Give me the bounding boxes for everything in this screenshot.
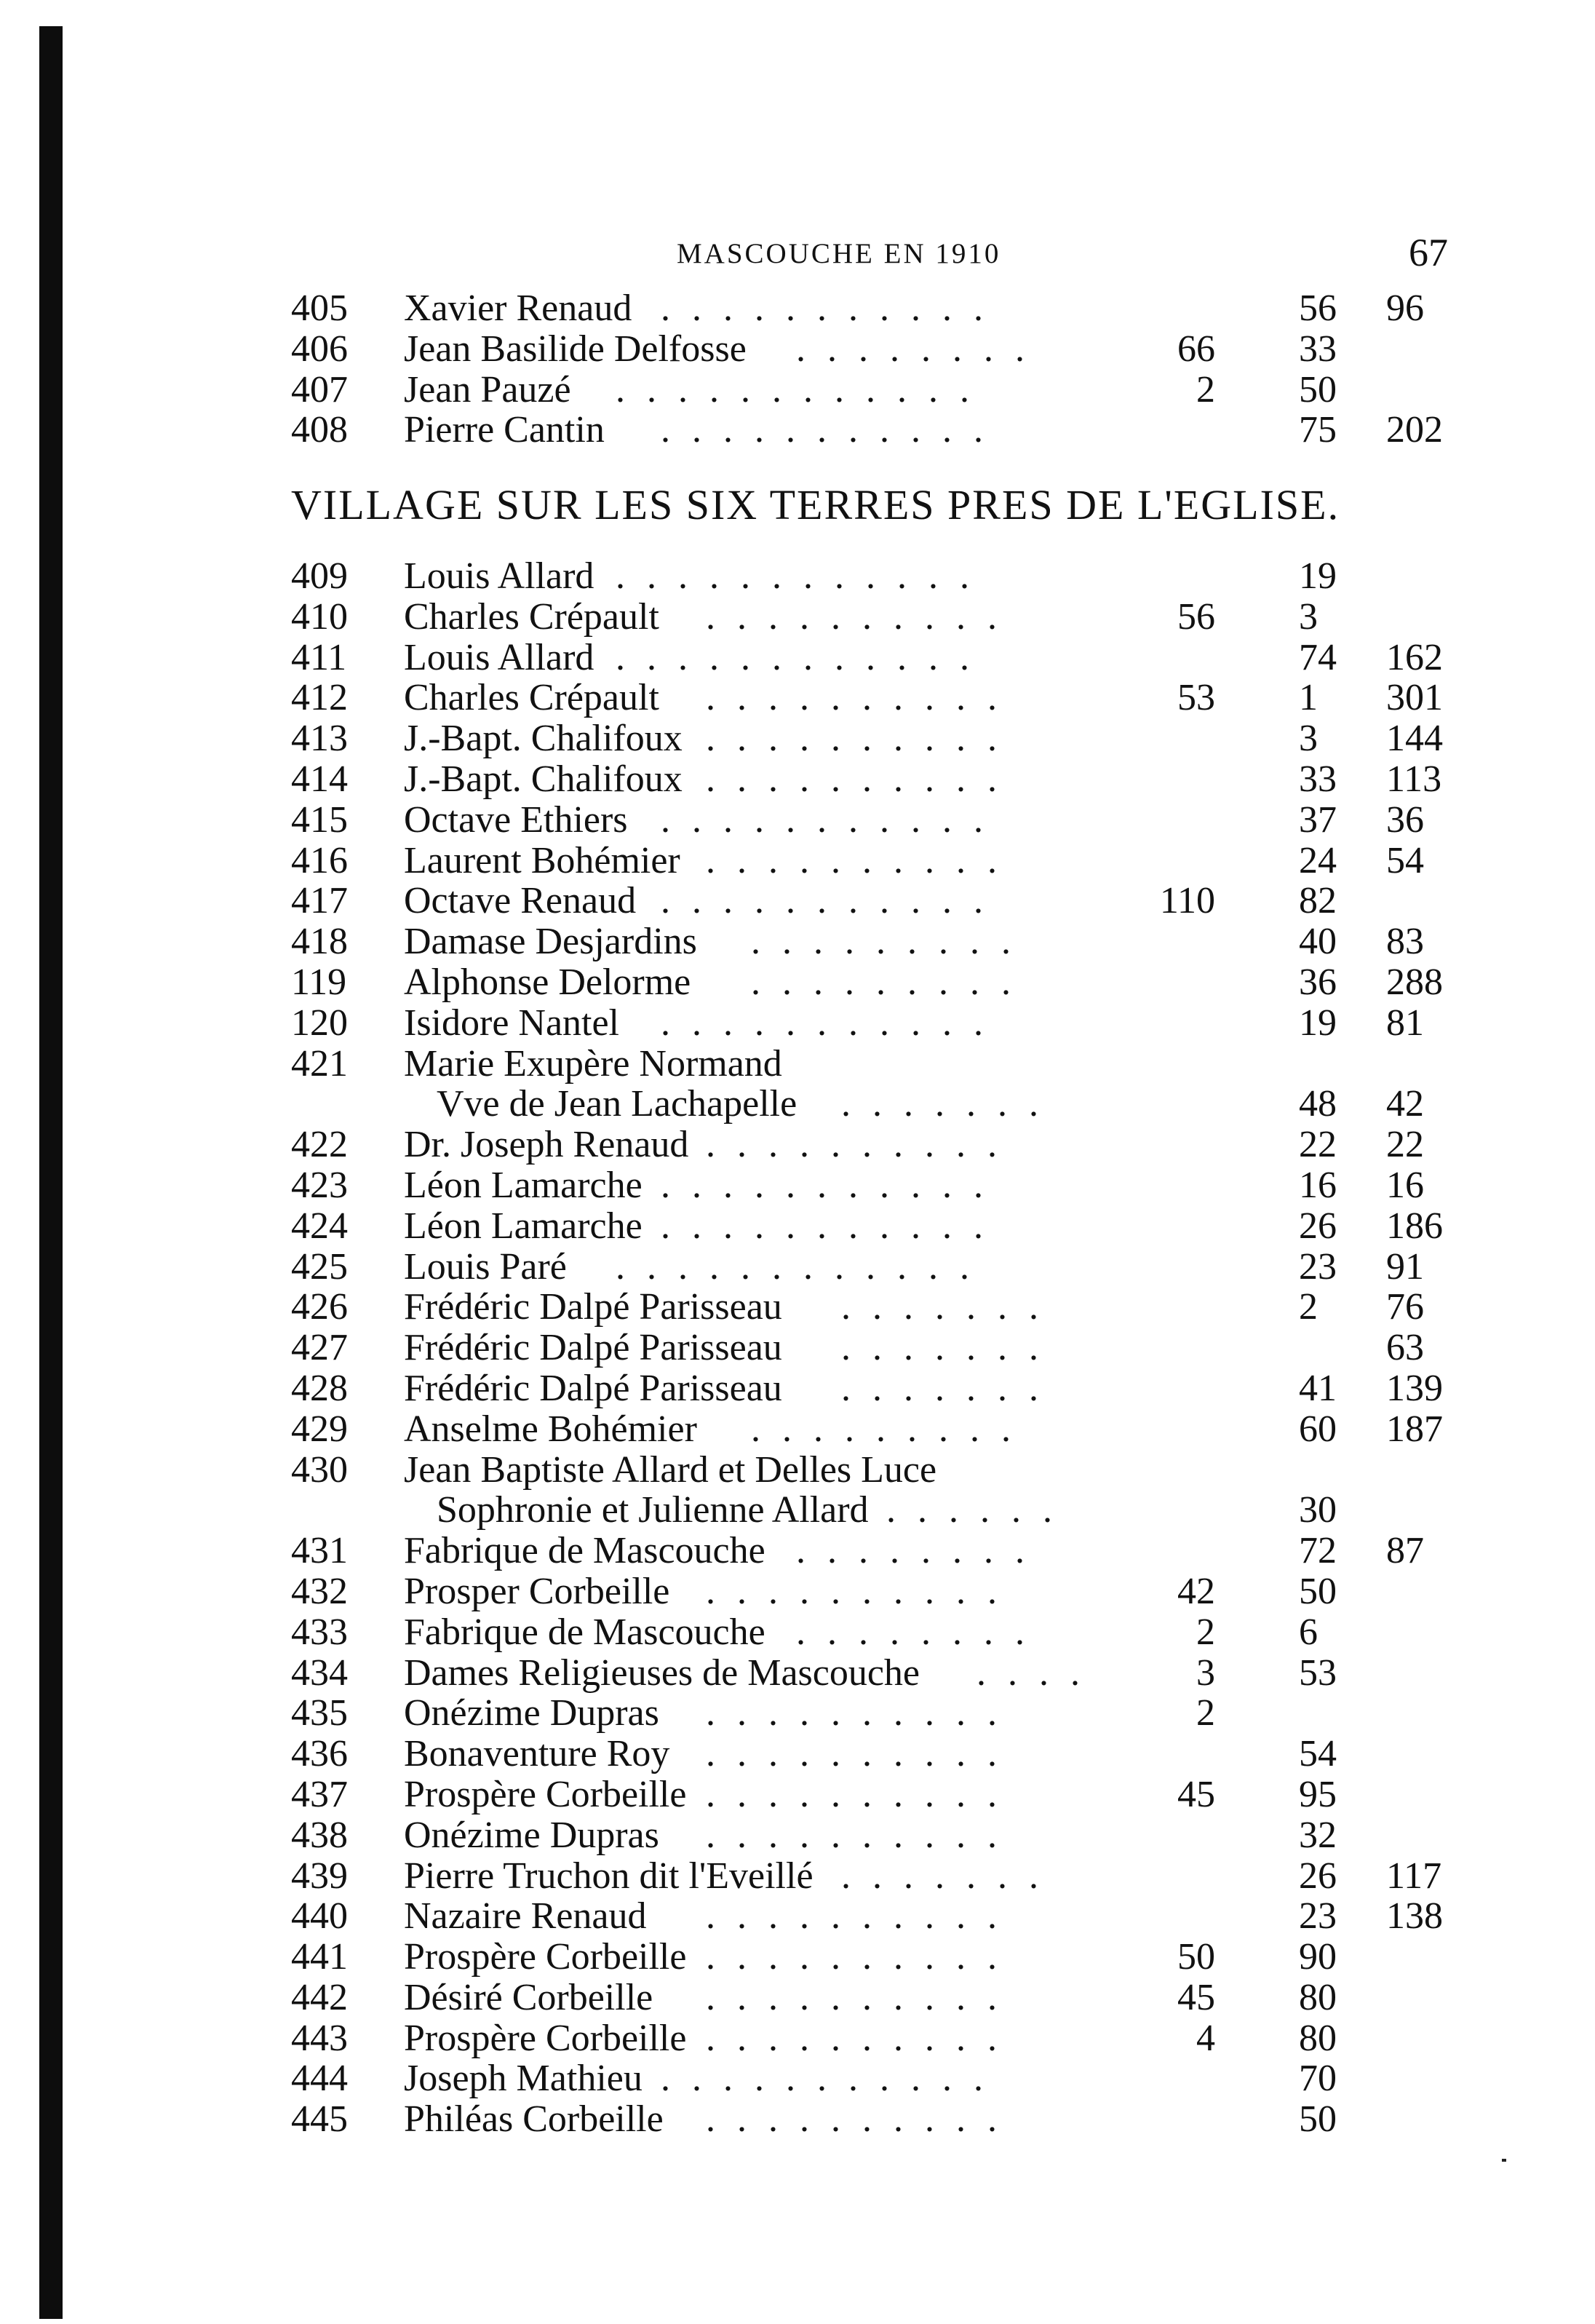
table-row — [291, 1165, 1455, 1206]
dot-leader: .......... — [706, 1733, 1019, 1775]
lot-number: 431 — [291, 1530, 348, 1572]
table-row — [291, 1287, 1455, 1328]
acreage-column-2: 36 — [1299, 961, 1337, 1003]
dot-leader: ............ — [616, 636, 991, 678]
owner-name: Désiré Corbeille — [404, 1976, 653, 2018]
lot-list-top — [291, 288, 1455, 451]
acreage-column-3: 63 — [1386, 1327, 1424, 1369]
acreage-column-3: 138 — [1386, 1895, 1443, 1938]
owner-name: Charles Crépault — [404, 677, 659, 719]
acreage-column-2: 23 — [1299, 1895, 1337, 1938]
owner-name: Sophronie et Julienne Allard — [437, 1489, 869, 1531]
owner-name: Prosper Corbeille — [404, 1570, 670, 1612]
acreage-column-2: 60 — [1299, 1408, 1337, 1450]
acreage-column-2: 6 — [1299, 1611, 1318, 1653]
lot-number: 415 — [291, 798, 348, 841]
owner-name: Isidore Nantel — [404, 1002, 620, 1044]
lot-number: 405 — [291, 287, 348, 329]
table-row — [291, 1937, 1455, 1978]
table-row — [291, 881, 1455, 921]
acreage-column-2: 90 — [1299, 1936, 1337, 1978]
dot-leader: ......... — [751, 961, 1033, 1003]
owner-name: Damase Desjardins — [404, 921, 697, 963]
owner-name: Fabrique de Mascouche — [404, 1530, 765, 1572]
acreage-column-1: 3 — [1196, 1651, 1215, 1694]
dot-leader: ........ — [796, 1611, 1046, 1653]
table-row — [291, 1531, 1455, 1571]
lot-number: 426 — [291, 1286, 348, 1328]
owner-name: Joseph Mathieu — [404, 2058, 643, 2100]
acreage-column-2: 40 — [1299, 921, 1337, 963]
table-row — [291, 718, 1455, 759]
dot-leader: ............ — [616, 1245, 991, 1288]
lot-number: 441 — [291, 1936, 348, 1978]
table-row — [291, 1084, 1455, 1125]
acreage-column-3: 87 — [1386, 1530, 1424, 1572]
acreage-column-2: 74 — [1299, 636, 1337, 678]
lot-number: 444 — [291, 2058, 348, 2100]
lot-number: 432 — [291, 1570, 348, 1612]
table-row — [291, 2018, 1455, 2059]
dot-leader: .......... — [706, 1773, 1019, 1815]
lot-number: 428 — [291, 1367, 348, 1409]
acreage-column-2: 54 — [1299, 1733, 1337, 1775]
dot-leader: ......... — [751, 1408, 1033, 1450]
dot-leader: .......... — [706, 1895, 1019, 1938]
owner-name: Prospère Corbeille — [404, 1936, 687, 1978]
dot-leader: ....... — [841, 1855, 1060, 1897]
acreage-column-2: 23 — [1299, 1245, 1337, 1288]
table-row — [291, 1612, 1455, 1653]
acreage-column-3: 117 — [1386, 1855, 1442, 1897]
owner-name: Octave Renaud — [404, 880, 637, 922]
acreage-column-2: 30 — [1299, 1489, 1337, 1531]
dot-leader: .... — [977, 1651, 1102, 1694]
lot-number: 414 — [291, 758, 348, 800]
dot-leader: ........... — [661, 1002, 1005, 1044]
acreage-column-2: 26 — [1299, 1205, 1337, 1247]
dot-leader: .......... — [706, 758, 1019, 800]
acreage-column-2: 24 — [1299, 839, 1337, 881]
lot-number: 423 — [291, 1164, 348, 1206]
dot-leader: ........ — [796, 328, 1046, 370]
dot-leader: ....... — [841, 1083, 1060, 1125]
dot-leader: ............ — [616, 368, 991, 411]
owner-name: Prospère Corbeille — [404, 2017, 687, 2059]
dot-leader: .......... — [706, 595, 1019, 638]
lot-number: 411 — [291, 636, 347, 678]
lot-number: 436 — [291, 1733, 348, 1775]
acreage-column-2: 50 — [1299, 2098, 1337, 2141]
lot-number: 412 — [291, 677, 348, 719]
dot-leader: ........... — [661, 409, 1005, 451]
owner-name: Louis Allard — [404, 636, 594, 678]
acreage-column-2: 50 — [1299, 1570, 1337, 1612]
table-row — [291, 841, 1455, 881]
owner-name: Pierre Cantin — [404, 409, 605, 451]
table-row — [291, 1044, 1455, 1084]
table-row — [291, 1693, 1455, 1734]
owner-name: Frédéric Dalpé Parisseau — [404, 1327, 782, 1369]
owner-name: Léon Lamarche — [404, 1205, 643, 1247]
dot-leader: ........ — [796, 1530, 1046, 1572]
lot-number: 438 — [291, 1814, 348, 1856]
table-row — [291, 1774, 1455, 1815]
lot-number: 422 — [291, 1124, 348, 1166]
acreage-column-2: 3 — [1299, 718, 1318, 760]
lot-number: 418 — [291, 921, 348, 963]
acreage-column-2: 95 — [1299, 1773, 1337, 1815]
table-row — [291, 1247, 1455, 1288]
table-row — [291, 1409, 1455, 1450]
acreage-column-1: 2 — [1196, 1611, 1215, 1653]
acreage-column-2: 33 — [1299, 328, 1337, 370]
owner-name: Fabrique de Mascouche — [404, 1611, 765, 1653]
owner-name: Dames Religieuses de Mascouche — [404, 1651, 920, 1694]
acreage-column-1: 42 — [1177, 1570, 1215, 1612]
acreage-column-3: 186 — [1386, 1205, 1443, 1247]
dot-leader: .......... — [706, 2017, 1019, 2059]
owner-name: Prospère Corbeille — [404, 1773, 687, 1815]
table-row — [291, 288, 1455, 329]
acreage-column-2: 80 — [1299, 1976, 1337, 2018]
lot-number: 120 — [291, 1002, 348, 1044]
acreage-column-2: 72 — [1299, 1530, 1337, 1572]
dot-leader: .......... — [706, 677, 1019, 719]
acreage-column-1: 45 — [1177, 1976, 1215, 2018]
acreage-column-2: 48 — [1299, 1083, 1337, 1125]
dot-leader: ........... — [661, 2058, 1005, 2100]
dot-leader: ....... — [841, 1367, 1060, 1409]
acreage-column-1: 66 — [1177, 328, 1215, 370]
acreage-column-3: 91 — [1386, 1245, 1424, 1288]
section-heading: VILLAGE SUR LES SIX TERRES PRES DE L'EGLISE. — [291, 481, 1340, 528]
lot-number: 443 — [291, 2017, 348, 2059]
table-row — [291, 1734, 1455, 1774]
lot-number: 408 — [291, 409, 348, 451]
dot-leader: .......... — [706, 1976, 1019, 2018]
owner-name: Onézime Dupras — [404, 1814, 659, 1856]
lot-number: 439 — [291, 1855, 348, 1897]
lot-number: 435 — [291, 1692, 348, 1734]
lot-number: 410 — [291, 595, 348, 638]
acreage-column-2: 75 — [1299, 409, 1337, 451]
lot-number: 424 — [291, 1205, 348, 1247]
owner-name: Alphonse Delorme — [404, 961, 691, 1003]
table-row — [291, 2099, 1455, 2140]
acreage-column-2: 50 — [1299, 368, 1337, 411]
dot-leader: .......... — [706, 718, 1019, 760]
lot-number: 440 — [291, 1895, 348, 1938]
lot-number: 119 — [291, 961, 347, 1003]
acreage-column-2: 19 — [1299, 1002, 1337, 1044]
owner-name: Laurent Bohémier — [404, 839, 680, 881]
dot-leader: ............ — [616, 555, 991, 597]
dot-leader: ....... — [841, 1327, 1060, 1369]
table-row — [291, 1450, 1455, 1491]
dot-leader: ......... — [751, 921, 1033, 963]
acreage-column-2: 82 — [1299, 880, 1337, 922]
lot-number: 407 — [291, 368, 348, 411]
lot-list-village — [291, 556, 1455, 2140]
acreage-column-3: 162 — [1386, 636, 1443, 678]
acreage-column-3: 202 — [1386, 409, 1443, 451]
acreage-column-3: 139 — [1386, 1367, 1443, 1409]
acreage-column-1: 2 — [1196, 1692, 1215, 1734]
dot-leader: .......... — [706, 2098, 1019, 2141]
dot-leader: .......... — [706, 1570, 1019, 1612]
acreage-column-2: 32 — [1299, 1814, 1337, 1856]
acreage-column-3: 83 — [1386, 921, 1424, 963]
acreage-column-1: 110 — [1159, 880, 1215, 922]
owner-name: Léon Lamarche — [404, 1164, 643, 1206]
lot-number: 430 — [291, 1448, 348, 1491]
owner-name: Xavier Renaud — [404, 287, 632, 329]
table-row — [291, 1978, 1455, 2018]
table-row — [291, 370, 1455, 411]
acreage-column-2: 3 — [1299, 595, 1318, 638]
lot-number: 406 — [291, 328, 348, 370]
owner-name: Pierre Truchon dit l'Eveillé — [404, 1855, 814, 1897]
acreage-column-1: 56 — [1177, 595, 1215, 638]
acreage-column-2: 56 — [1299, 287, 1337, 329]
dot-leader: ........... — [661, 1164, 1005, 1206]
owner-name: Marie Exupère Normand — [404, 1042, 782, 1084]
acreage-column-2: 80 — [1299, 2017, 1337, 2059]
owner-name: J.-Bapt. Chalifoux — [404, 718, 683, 760]
table-row — [291, 1125, 1455, 1165]
table-row — [291, 638, 1455, 678]
table-row — [291, 1571, 1455, 1612]
acreage-column-1: 50 — [1177, 1936, 1215, 1978]
acreage-column-3: 36 — [1386, 798, 1424, 841]
owner-name: Octave Ethiers — [404, 798, 628, 841]
acreage-column-2: 33 — [1299, 758, 1337, 800]
acreage-column-1: 45 — [1177, 1773, 1215, 1815]
acreage-column-3: 42 — [1386, 1083, 1424, 1125]
acreage-column-3: 113 — [1386, 758, 1442, 800]
owner-name: Charles Crépault — [404, 595, 659, 638]
table-row — [291, 1653, 1455, 1694]
owner-name: Philéas Corbeille — [404, 2098, 664, 2141]
lot-number: 445 — [291, 2098, 348, 2141]
lot-number: 421 — [291, 1042, 348, 1084]
owner-name: Dr. Joseph Renaud — [404, 1124, 689, 1166]
scan-speck — [1502, 2159, 1506, 2162]
table-row — [291, 1896, 1455, 1937]
acreage-column-3: 301 — [1386, 677, 1443, 719]
dot-leader: ........... — [661, 880, 1005, 922]
lot-number: 425 — [291, 1245, 348, 1288]
owner-name: Frédéric Dalpé Parisseau — [404, 1286, 782, 1328]
table-row — [291, 962, 1455, 1003]
acreage-column-3: 187 — [1386, 1408, 1443, 1450]
table-row — [291, 329, 1455, 370]
owner-name: Jean Baptiste Allard et Delles Luce — [404, 1448, 937, 1491]
acreage-column-2: 26 — [1299, 1855, 1337, 1897]
table-row — [291, 759, 1455, 800]
acreage-column-2: 70 — [1299, 2058, 1337, 2100]
acreage-column-3: 81 — [1386, 1002, 1424, 1044]
dot-leader: .......... — [706, 1936, 1019, 1978]
page-number: 67 — [1409, 231, 1448, 274]
table-row — [291, 2058, 1455, 2099]
table-row — [291, 921, 1455, 962]
acreage-column-2: 37 — [1299, 798, 1337, 841]
table-row — [291, 1328, 1455, 1368]
acreage-column-2: 41 — [1299, 1367, 1337, 1409]
acreage-column-2: 1 — [1299, 677, 1318, 719]
acreage-column-3: 96 — [1386, 287, 1424, 329]
owner-name: Anselme Bohémier — [404, 1408, 697, 1450]
acreage-column-3: 22 — [1386, 1124, 1424, 1166]
dot-leader: ........... — [661, 1205, 1005, 1247]
running-header — [291, 231, 1448, 281]
table-row — [291, 597, 1455, 638]
acreage-column-3: 288 — [1386, 961, 1443, 1003]
dot-leader: .......... — [706, 1692, 1019, 1734]
owner-name: Onézime Dupras — [404, 1692, 659, 1734]
table-row — [291, 1206, 1455, 1247]
lot-number: 434 — [291, 1651, 348, 1694]
table-row — [291, 678, 1455, 718]
lot-number: 437 — [291, 1773, 348, 1815]
dot-leader: .......... — [706, 1124, 1019, 1166]
dot-leader: ........... — [661, 287, 1005, 329]
scan-binding-edge — [39, 26, 63, 2319]
owner-name: Louis Paré — [404, 1245, 567, 1288]
table-row — [291, 410, 1455, 451]
acreage-column-1: 4 — [1196, 2017, 1215, 2059]
dot-leader: ....... — [841, 1286, 1060, 1328]
dot-leader: ...... — [886, 1489, 1074, 1531]
lot-number: 417 — [291, 880, 348, 922]
table-row — [291, 556, 1455, 597]
lot-number: 409 — [291, 555, 348, 597]
table-row — [291, 1003, 1455, 1044]
dot-leader: ........... — [661, 798, 1005, 841]
acreage-column-3: 76 — [1386, 1286, 1424, 1328]
table-row — [291, 1815, 1455, 1856]
lot-number: 429 — [291, 1408, 348, 1450]
lot-number: 413 — [291, 718, 348, 760]
acreage-column-2: 53 — [1299, 1651, 1337, 1694]
dot-leader: .......... — [706, 1814, 1019, 1856]
lot-number: 433 — [291, 1611, 348, 1653]
owner-name: Louis Allard — [404, 555, 594, 597]
owner-name: J.-Bapt. Chalifoux — [404, 758, 683, 800]
acreage-column-3: 16 — [1386, 1164, 1424, 1206]
table-row — [291, 1368, 1455, 1409]
acreage-column-1: 53 — [1177, 677, 1215, 719]
dot-leader: .......... — [706, 839, 1019, 881]
acreage-column-2: 2 — [1299, 1286, 1318, 1328]
acreage-column-1: 2 — [1196, 368, 1215, 411]
owner-name: Jean Pauzé — [404, 368, 571, 411]
owner-name: Vve de Jean Lachapelle — [437, 1083, 798, 1125]
acreage-column-3: 144 — [1386, 718, 1443, 760]
running-title: MASCOUCHE EN 1910 — [677, 238, 1001, 269]
table-row — [291, 1856, 1455, 1897]
acreage-column-2: 16 — [1299, 1164, 1337, 1206]
table-row — [291, 1490, 1455, 1531]
table-row — [291, 800, 1455, 841]
acreage-column-2: 19 — [1299, 555, 1337, 597]
lot-number: 442 — [291, 1976, 348, 2018]
owner-name: Jean Basilide Delfosse — [404, 328, 747, 370]
lot-number: 427 — [291, 1327, 348, 1369]
acreage-column-3: 54 — [1386, 839, 1424, 881]
acreage-column-2: 22 — [1299, 1124, 1337, 1166]
owner-name: Frédéric Dalpé Parisseau — [404, 1367, 782, 1409]
owner-name: Bonaventure Roy — [404, 1733, 670, 1775]
owner-name: Nazaire Renaud — [404, 1895, 647, 1938]
lot-number: 416 — [291, 839, 348, 881]
